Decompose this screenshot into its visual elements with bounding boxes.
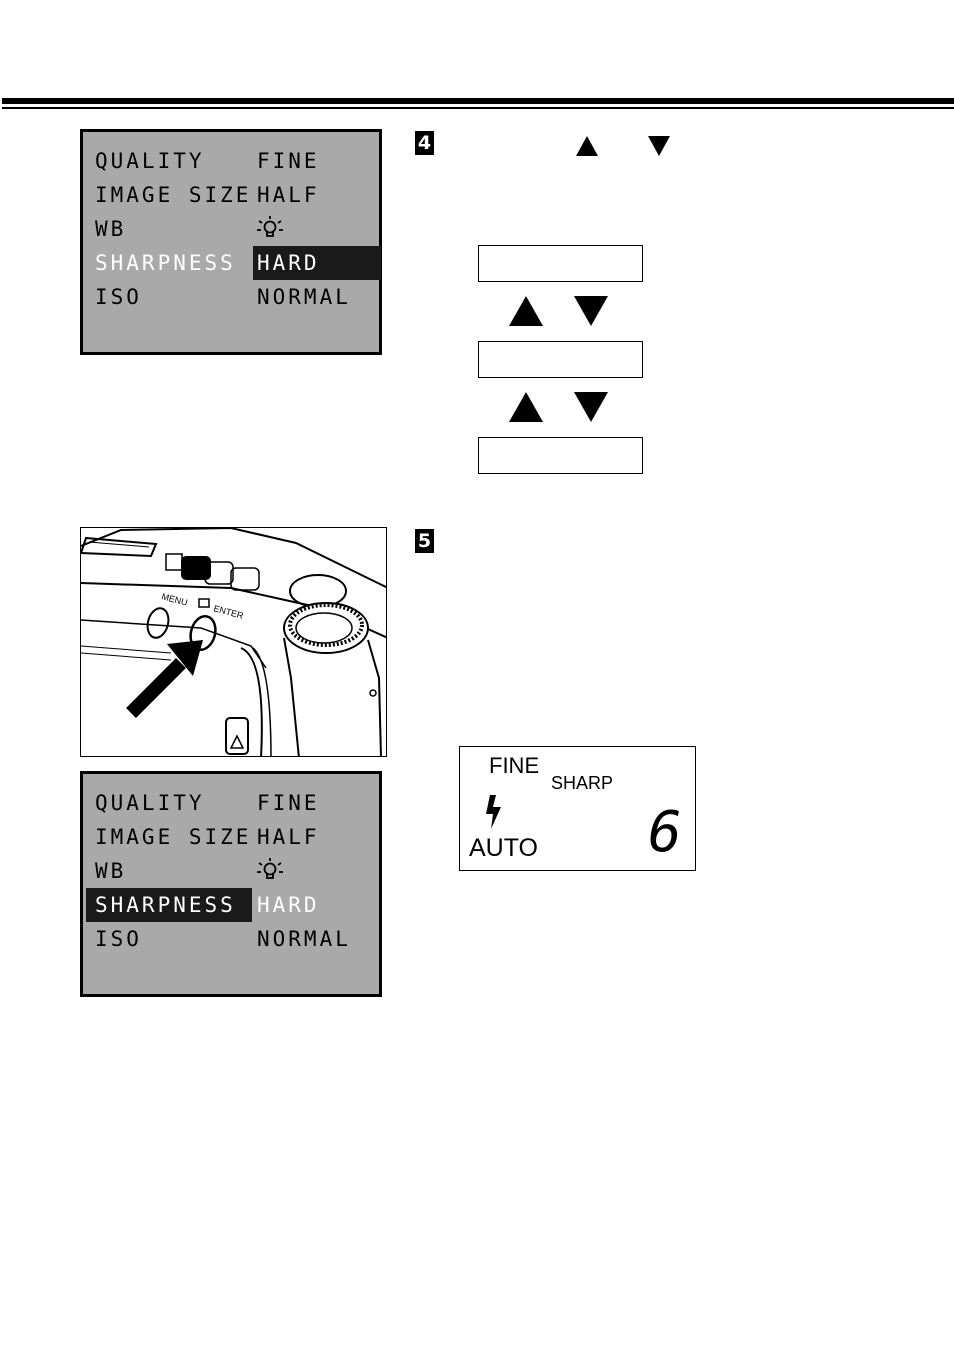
menu-value-highlighted: HARD [253, 246, 381, 280]
menu-value: FINE [257, 791, 320, 815]
menu-row-iso [83, 922, 379, 956]
camera-drawing [81, 528, 387, 757]
option-box-3 [478, 437, 643, 474]
menu-screen-label-selected [80, 771, 382, 997]
menu-row-wb [83, 854, 379, 888]
daylight-bulb-icon [255, 857, 289, 885]
menu-value: NORMAL [257, 927, 351, 951]
menu-value: HARD [257, 893, 320, 917]
menu-label: WB [95, 859, 127, 883]
menu-screen-value-selected [80, 129, 382, 355]
down-arrow-icon [648, 136, 670, 156]
menu-value: FINE [257, 149, 320, 173]
enter-button-label: ENTER [212, 603, 245, 621]
menu-row-sharpness [83, 888, 379, 922]
camera-data-panel [459, 746, 696, 871]
menu-button-label: MENU [160, 591, 189, 608]
lcd-sharpness: SHARP [551, 773, 614, 793]
lcd-flash-mode: AUTO [469, 834, 538, 862]
camera-enter-button-illustration [80, 527, 387, 757]
up-arrow-icon [509, 296, 543, 326]
step-5-badge: 5 [415, 529, 434, 553]
step-4-badge: 4 [415, 131, 434, 155]
menu-value: HALF [257, 183, 320, 207]
menu-row-image-size [83, 178, 379, 212]
menu-row-image-size [83, 820, 379, 854]
lcd-frame-count: 6 [648, 800, 682, 865]
menu-value: HALF [257, 825, 320, 849]
up-arrow-icon [509, 392, 543, 422]
lcd-quality: FINE [489, 753, 540, 778]
menu-label: IMAGE SIZE [95, 183, 252, 207]
up-arrow-icon [576, 136, 598, 156]
menu-label: QUALITY [95, 149, 205, 173]
menu-row-wb [83, 212, 379, 246]
lightning-bolt-icon [483, 795, 505, 831]
down-arrow-icon [574, 392, 608, 422]
option-box-2 [478, 341, 643, 378]
menu-row-sharpness [83, 246, 379, 280]
menu-row-quality [83, 786, 379, 820]
menu-label: IMAGE SIZE [95, 825, 252, 849]
header-rule-thick [2, 98, 954, 104]
option-box-1 [478, 245, 643, 282]
menu-label: ISO [95, 927, 142, 951]
down-arrow-icon [574, 296, 608, 326]
header-rule-thin [2, 107, 954, 109]
daylight-bulb-icon [255, 215, 289, 243]
menu-label-highlighted: SHARPNESS [86, 888, 252, 922]
menu-label: SHARPNESS [95, 251, 236, 275]
menu-row-quality [83, 144, 379, 178]
menu-label: QUALITY [95, 791, 205, 815]
menu-label: WB [95, 217, 127, 241]
menu-row-iso [83, 280, 379, 314]
menu-label: ISO [95, 285, 142, 309]
menu-value: NORMAL [257, 285, 351, 309]
